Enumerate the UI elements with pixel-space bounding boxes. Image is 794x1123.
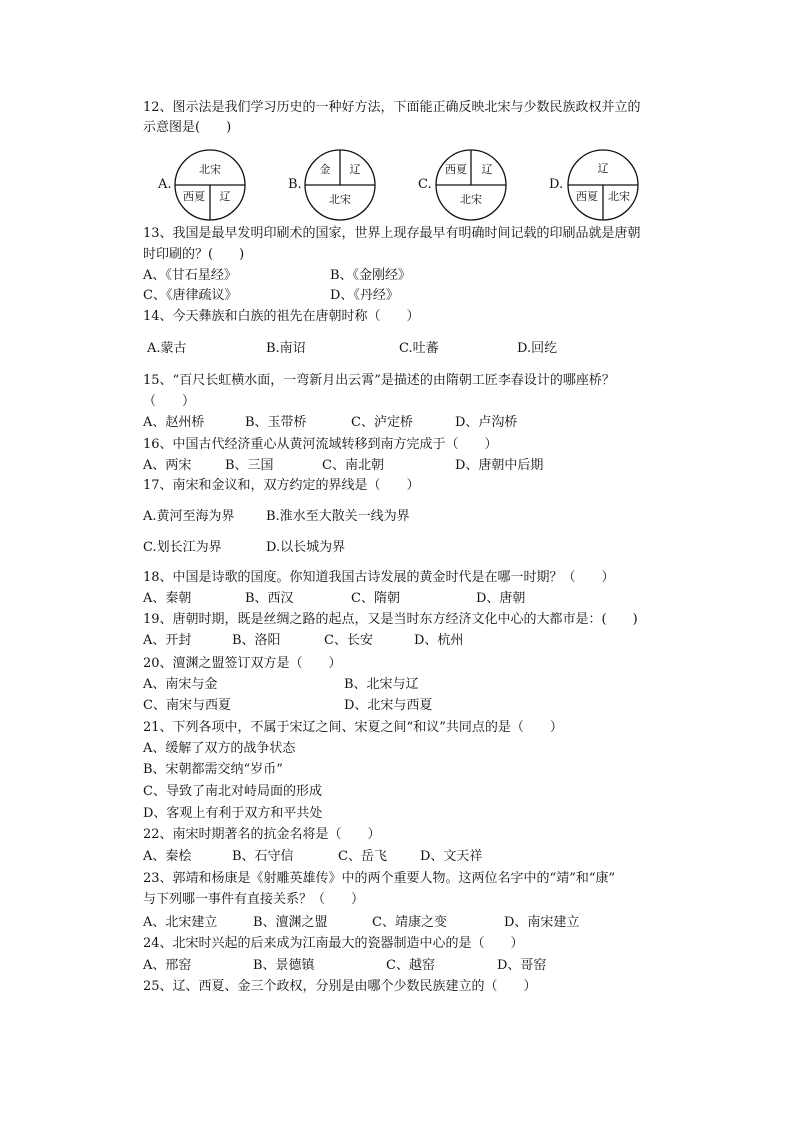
q13-option-b: B、《金刚经》 [330, 268, 412, 283]
q15-option-b: B、玉带桥 [245, 415, 307, 430]
q22-option-a: A、秦桧 [143, 849, 192, 864]
diagram-b [303, 148, 377, 222]
q17-option-d: D.以长城为界 [266, 540, 346, 555]
q23-option-c: C、靖康之变 [372, 915, 447, 930]
q21-option-c: C、导致了南北对峙局面的形成 [143, 784, 322, 799]
q23-line2: 与下列哪一事件有直接关系？（ ） [143, 892, 365, 907]
diagram-a [173, 148, 247, 222]
q16-option-c: C、南北朝 [322, 458, 384, 473]
q12-line2: 示意图是( ) [143, 120, 232, 135]
diagram-b-region-1: 金 [319, 163, 331, 176]
q23-line1: 23、郭靖和杨康是《射雕英雄传》中的两个重要人物。这两位名字中的“靖”和“康” [143, 871, 616, 886]
q15-line1: 15、“百尺长虹横水面，一弯新月出云霄”是描述的由隋朝工匠李春设计的哪座桥？ [143, 373, 615, 388]
q23-option-a: A、北宋建立 [143, 915, 218, 930]
diagram-b-label: B. [288, 177, 302, 192]
q24-option-b: B、景德镇 [253, 958, 315, 973]
q14-option-c: C.吐蕃 [399, 341, 439, 356]
q18-line1: 18、中国是诗歌的国度。你知道我国古诗发展的黄金时代是在哪一时期？（ ） [143, 570, 615, 585]
q22-option-b: B、石守信 [232, 849, 294, 864]
diagram-d-region-3: 北宋 [608, 190, 630, 203]
q19-option-c: C、长安 [324, 633, 373, 648]
q19-option-b: B、洛阳 [232, 633, 281, 648]
q13-option-a: A、《甘石星经》 [143, 268, 237, 283]
q15-option-c: C、泸定桥 [351, 415, 413, 430]
q24-option-a: A、邢窑 [143, 958, 192, 973]
q24-line1: 24、北宋时兴起的后来成为江南最大的瓷器制造中心的是（ ） [143, 936, 524, 951]
q15-line2: （ ） [143, 394, 196, 409]
q20-line1: 20、澶渊之盟签订双方是（ ） [143, 656, 342, 671]
diagram-b-region-2: 辽 [349, 163, 361, 176]
diagram-a-region-3: 辽 [219, 190, 231, 203]
diagram-d-label: D. [549, 177, 564, 192]
q13-line1: 13、我国是最早发明印刷术的国家，世界上现存最早有明确时间记载的印刷品就是唐朝 [143, 226, 641, 241]
diagram-c-region-2: 辽 [481, 163, 493, 176]
q20-option-b: B、北宋与辽 [344, 677, 419, 692]
q17-option-b: B.淮水至大散关一线为界 [266, 509, 410, 524]
q21-option-d: D、客观上有利于双方和平共处 [143, 806, 323, 821]
q13-line2: 时印刷的？( ) [143, 247, 245, 262]
q17-option-a: A.黄河至海为界 [143, 509, 235, 524]
q21-option-a: A、缓解了双方的战争状态 [143, 741, 296, 756]
diagram-c-region-1: 西夏 [445, 163, 467, 176]
diagram-d-region-2: 西夏 [576, 190, 598, 203]
diagram-c-region-3: 北宋 [460, 193, 482, 206]
q25-line1: 25、辽、西夏、金三个政权，分别是由哪个少数民族建立的（ ） [143, 979, 537, 994]
q22-option-c: C、岳飞 [338, 849, 387, 864]
diagram-a-region-2: 西夏 [183, 190, 205, 203]
diagram-c [434, 148, 508, 222]
q23-option-b: B、澶渊之盟 [253, 915, 328, 930]
q18-option-a: A、秦朝 [143, 591, 192, 606]
q18-option-b: B、西汉 [245, 591, 294, 606]
q16-option-d: D、唐朝中后期 [455, 458, 544, 473]
diagram-d-region-1: 辽 [597, 162, 609, 175]
q17-option-c: C.划长江为界 [143, 540, 222, 555]
q24-option-c: C、越窑 [386, 958, 435, 973]
q24-option-d: D、哥窑 [497, 958, 547, 973]
q16-line1: 16、中国古代经济重心从黄河流域转移到南方完成于（ ） [143, 437, 498, 452]
q22-line1: 22、南宋时期著名的抗金名将是（ ） [143, 827, 381, 842]
diagram-c-label: C. [418, 177, 432, 192]
q17-line1: 17、南宋和金议和，双方约定的界线是（ ） [143, 478, 420, 493]
diagram-b-region-3: 北宋 [329, 193, 351, 206]
q19-line1: 19、唐朝时期，既是丝绸之路的起点，又是当时东方经济文化中心的大都市是：( ) [143, 612, 638, 627]
q20-option-d: D、北宋与西夏 [344, 698, 433, 713]
q21-option-b: B、宋朝都需交纳“岁币” [143, 762, 283, 777]
q16-option-a: A、两宋 [143, 458, 192, 473]
q16-option-b: B、三国 [225, 458, 274, 473]
q20-option-a: A、南宋与金 [143, 677, 218, 692]
q14-option-b: B.南诏 [266, 341, 306, 356]
q22-option-d: D、文天祥 [420, 849, 483, 864]
diagram-d [566, 148, 640, 222]
q23-option-d: D、南宋建立 [504, 915, 580, 930]
q14-option-a: A.蒙古 [147, 341, 187, 356]
q18-option-d: D、唐朝 [476, 591, 526, 606]
q14-line1: 14、今天彝族和白族的祖先在唐朝时称（ ） [143, 309, 420, 324]
q21-line1: 21、下列各项中，不属于宋辽之间、宋夏之间“和议”共同点的是（ ） [143, 720, 563, 735]
diagram-a-region-1: 北宋 [199, 163, 221, 176]
q18-option-c: C、隋朝 [351, 591, 400, 606]
q14-option-d: D.回纥 [517, 341, 558, 356]
q19-option-d: D、杭州 [414, 633, 464, 648]
q13-option-d: D、《丹经》 [330, 288, 399, 303]
q19-option-a: A、开封 [143, 633, 192, 648]
q15-option-d: D、卢沟桥 [455, 415, 518, 430]
q12-line1: 12、图示法是我们学习历史的一种好方法，下面能正确反映北宋与少数民族政权并立的 [143, 100, 641, 115]
q13-option-c: C、《唐律疏议》 [143, 288, 238, 303]
q20-option-c: C、南宋与西夏 [143, 698, 231, 713]
diagram-a-label: A. [158, 177, 172, 192]
q15-option-a: A、赵州桥 [143, 415, 205, 430]
